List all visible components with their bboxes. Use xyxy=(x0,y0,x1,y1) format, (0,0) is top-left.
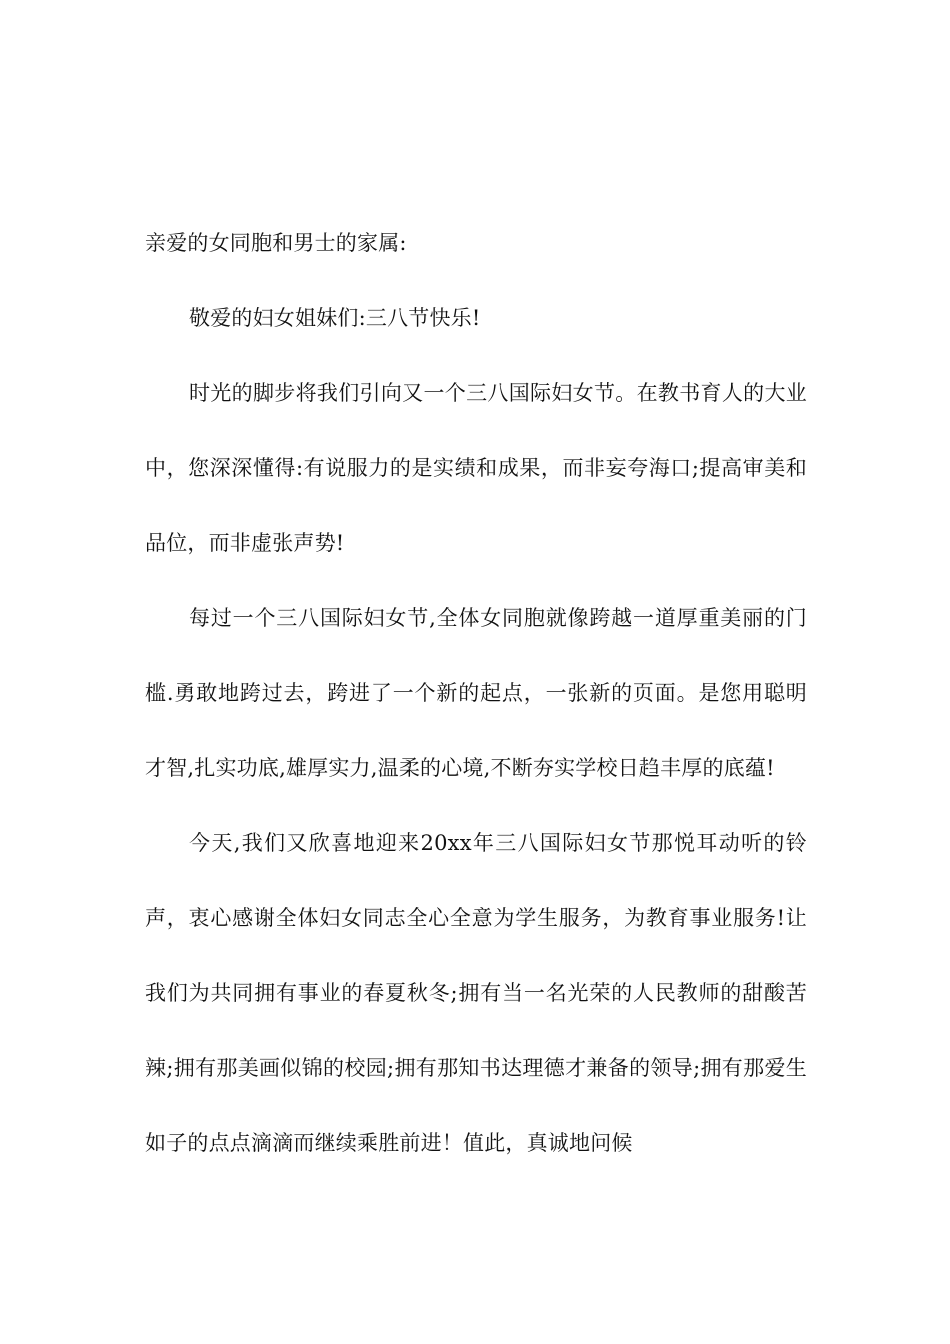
salutation: 亲爱的女同胞和男士的家属: xyxy=(145,231,407,255)
paragraph-3: 每过一个三八国际妇女节,全体女同胞就像跨越一道厚重美丽的门槛.勇敢地跨过去，跨进了一个新的起点，一张新的页面。是您用聪明才智,扎实功底,雄厚实力,温柔的心境,不断夯实学校日趋丰厚的底蕴! xyxy=(145,606,807,780)
paragraph-4: 今天,我们又欣喜地迎来20xx年三八国际妇女节那悦耳动听的铃声，衷心感谢全体妇女同志全心全意为学生服务，为教育事业服务!让我们为共同拥有事业的春夏秋冬;拥有当一名光荣的人民教师的甜酸苦辣;拥有那美画似锦的校园;拥有那知书达理德才兼备的领导;拥有那爱生如子的点点滴滴而继续乘胜前进！值此，真诚地问候 xyxy=(145,831,807,1155)
paragraph-2: 时光的脚步将我们引向又一个三八国际妇女节。在教书育人的大业中，您深深懂得:有说服力的是实绩和成果，而非妄夸海口;提高审美和品位，而非虚张声势! xyxy=(145,381,807,555)
document-body xyxy=(145,206,807,1181)
paragraph-1: 敬爱的妇女姐妹们:三八节快乐! xyxy=(189,306,481,330)
